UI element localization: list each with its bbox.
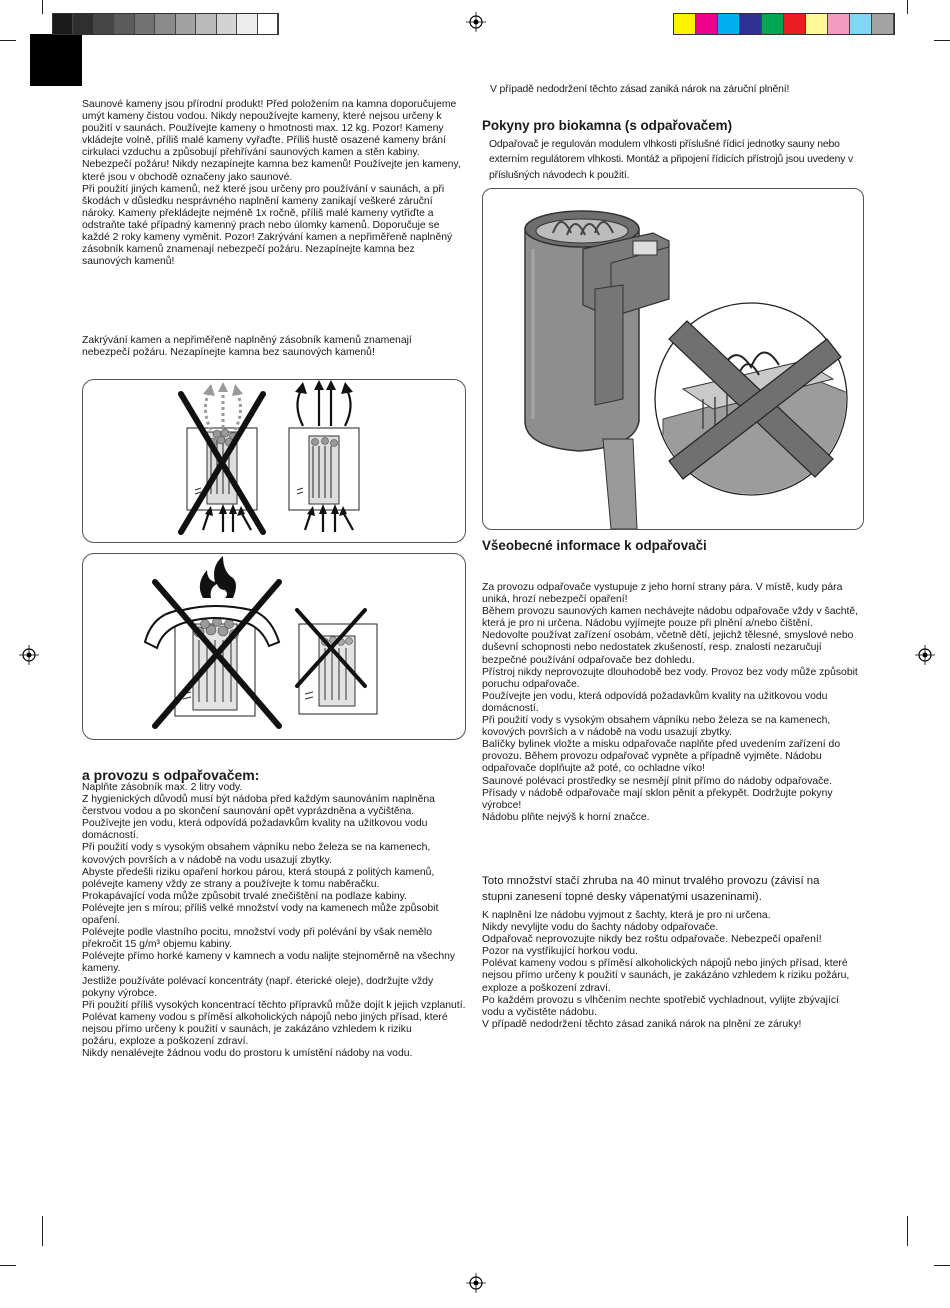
fire-icon	[200, 556, 236, 598]
grayscale-swatch	[135, 14, 155, 34]
evaporator-detail-inset	[655, 303, 863, 509]
operation-heading: a provozu s odpařovačem:	[82, 767, 260, 783]
color-calibration-bar	[673, 13, 895, 35]
corner-black-block	[30, 34, 82, 86]
overfilled-heater-drawing	[187, 428, 257, 510]
covering-illustration	[83, 554, 465, 739]
grayscale-swatch	[114, 14, 134, 34]
correct-heater-drawing	[289, 428, 359, 510]
duration-paragraph: Toto množství stačí zhruba na 40 minut trvalého provozu (závisí na stupni zanesení topné desky vápenatými usazeninami).	[482, 875, 820, 903]
grayscale-swatch	[94, 14, 114, 34]
registration-mark-icon	[915, 645, 935, 665]
blocked-airflow-arrows	[205, 390, 240, 430]
warranty-note-top: V případě nedodržení těchto zásad zaniká nárok na záruční plnění!	[490, 84, 790, 95]
registration-mark-icon	[466, 12, 486, 32]
grayscale-swatch	[196, 14, 216, 34]
registration-mark-icon	[19, 645, 39, 665]
crop-mark	[934, 1265, 950, 1266]
grayscale-swatch	[176, 14, 196, 34]
color-swatch	[674, 14, 696, 34]
grayscale-calibration-bar	[52, 13, 279, 35]
grayscale-swatch	[155, 14, 175, 34]
stones-paragraph: Saunové kameny jsou přírodní produkt! Před položením na kamna doporučujeme umýt kameny čistou vodou. Nikdy nepoužívejte kameny, které nejsou určeny k použití v saunách. Používejte kameny o hmotnosti max. 12 kg. Pozor! Kameny vkládejte volně, příliš malé kameny vyřaďte. Příliš hustě osazené kameny brání cirkulaci vzduchu a způsobují přehřívání saunových kamen a stěn kabiny. Nebezpečí požáru! Nikdy nezapínejte kamna bez kamenů! Používejte jen kameny, které jsou v obchodě označeny jako saunové. Při použití jiných kamenů, než které jsou určeny pro používání v saunách, a při škodách v důsledku nesprávného naplnění kameny zanikají veškeré záruční nároky. Kameny překládejte nejméně 1x ročně, příliš malé kameny vytřiďte a odstraňte také případný kamenný prach nebo úlomky kamenů. Doporučuje se každé 2 roky kameny vyměnit. Pozor! Zakrývání kamen a nepřiměřeně naplněný zásobník kamenů znamenají nebezpečí požáru. Nezapínejte kamna bez saunových kamenů!	[82, 99, 461, 268]
crop-mark	[907, 1216, 908, 1246]
warning-paragraph: Zakrývání kamen a nepřiměřeně naplněný zásobník kamenů znamenají nebezpečí požáru. Nezapínejte kamna bez saunových kamenů!	[82, 335, 412, 359]
color-swatch	[806, 14, 828, 34]
color-swatch	[696, 14, 718, 34]
grayscale-swatch	[53, 14, 73, 34]
operation-paragraph: Naplňte zásobník max. 2 litry vody. Z hygienických důvodů musí být nádoba před každým saunováním naplněna čerstvou vodou a po skončení saunování opět vyprázdněna a vyčištěna. Používejte jen vodu, která odpovídá požadavkům kvality na užitkovou vodu domácností. Při použití vody s vysokým obsahem vápníku nebo železa se na kamenech, kovových površích a v nádobě na vodu usazují zbytky. Abyste předešli riziku opaření horkou párou, která stoupá z politých kamenů, polévejte kameny vždy ze strany a používejte k tomu naběračku. Prokapávající voda může způsobit trvalé znečištění na podlaze kabiny. Polévejte jen s mírou; příliš velké množství vody na kamenech může způsobit opaření. Polévejte podle vlastního pocitu, množství vody při polévání by však nemělo překročit 15 g/m³ objemu kabiny. Polévejte přímo horké kameny v kamnech a vodu nalijte stejnoměrně na všechny kameny. Jestliže používáte polévací koncentráty (např. éterické oleje), dodržujte vždy pokyny výrobce. Při použití příliš vysokých koncentrací těchto přípravků může dojít k jejich vzplanutí. Polévat kameny vodou s příměsí alkoholických nápojů nebo jiných přísad, které nejsou přímo určeny k použití v saunách, je zakázáno vzhledem k riziku požáru, exploze a poškození zdraví. Nikdy nenalévejte žádnou vodu do prostoru k umístění nádoby na vodu.	[82, 782, 466, 1060]
grayscale-swatch	[258, 14, 278, 34]
crop-mark	[0, 1265, 16, 1266]
color-swatch	[718, 14, 740, 34]
grayscale-swatch	[237, 14, 257, 34]
registration-mark-icon	[466, 1273, 486, 1293]
grayscale-swatch	[217, 14, 237, 34]
crop-mark	[42, 0, 43, 14]
general-info-heading: Všeobecné informace k odpařovači	[482, 538, 707, 553]
biokamna-heading: Pokyny pro biokamna (s odpařovačem)	[482, 118, 733, 133]
color-swatch	[850, 14, 872, 34]
color-swatch	[828, 14, 850, 34]
airflow-comparison-figure	[82, 379, 466, 543]
color-swatch	[740, 14, 762, 34]
airflow-illustration	[83, 380, 465, 542]
cylindrical-heater-drawing	[525, 211, 669, 529]
color-swatch	[784, 14, 806, 34]
covered-heater-drawing	[175, 616, 255, 716]
crop-mark	[0, 40, 16, 41]
crop-mark	[907, 0, 908, 14]
grayscale-swatch	[73, 14, 93, 34]
general-info-paragraph: Za provozu odpařovače vystupuje z jeho horní strany pára. V místě, kudy pára uniká, hrozí nebezpečí opaření! Během provozu saunových kamen nechávejte nádobu odpařovače vždy v šachtě, která je pro ni určena. Nádobu vyjímejte pouze při plnění a/nebo čištění. Nedovolte používat zařízení osobám, včetně dětí, jejichž tělesné, smyslové nebo duševní schopnosti nebo nedostatek zkušeností, resp. znalostí nezaručují bezpečné používání odpařovače bez dohledu. Přístroj nikdy neprovozujte dlouhodobě bez vody. Provoz bez vody může způsobit poruchu odpařovače. Používejte jen vodu, která odpovídá požadavkům kvality na užitkovou vodu domácností. Při použití vody s vysokým obsahem vápníku nebo železa se na kamenech, kovových površích a v nádobě na vodu usazují zbytky. Balíčky bylinek vložte a misku odpařovače naplňte před uvedením zařízení do provozu. Během provozu odpařovač vypněte a případně vyjměte. Nádobu odpařovače doplňujte až poté, co ochladne víko! Saunové polévací prostředky se nesmějí plnit přímo do nádoby odpařovače. Přísady v nádobě odpařovače mají sklon pěnit a překypět. Dodržujte pokyny výrobce! Nádobu plňte nejvýš k horní značce.	[482, 582, 859, 823]
biokamna-paragraph: Odpařovač je regulován modulem vlhkosti příslušné řídicí jednotky sauny nebo externím regulátorem vlhkosti. Montáž a připojení řídicích přístrojů jsou uvedeny v příslušných návodech k použití.	[489, 139, 854, 181]
crop-mark	[42, 1216, 43, 1246]
biokamna-heater-figure	[482, 188, 864, 530]
heater-evaporator-illustration	[483, 189, 863, 529]
covering-warning-figure	[82, 553, 466, 740]
color-swatch	[762, 14, 784, 34]
final-info-paragraph: K naplnění lze nádobu vyjmout z šachty, která je pro ni určena. Nikdy nevylijte vodu do šachty nádoby odpařovače. Odpařovač neprovozujte nikdy bez roštu odpařovače. Nebezpečí opaření! Pozor na vystřikující horkou vodu. Polévat kameny vodou s příměsí alkoholických nápojů nebo jiných přísad, které nejsou přímo určeny k použití v saunách, je zakázáno vzhledem k riziku požáru, exploze a poškození zdraví. Po každém provozu s vlhčením nechte spotřebič vychladnout, vylijte zbývající vodu a vyčistěte nádobu. V případě nedodržení těchto zásad zaniká nárok na plnění ze záruky!	[482, 910, 850, 1030]
color-swatch	[872, 14, 894, 34]
crop-mark	[934, 40, 950, 41]
